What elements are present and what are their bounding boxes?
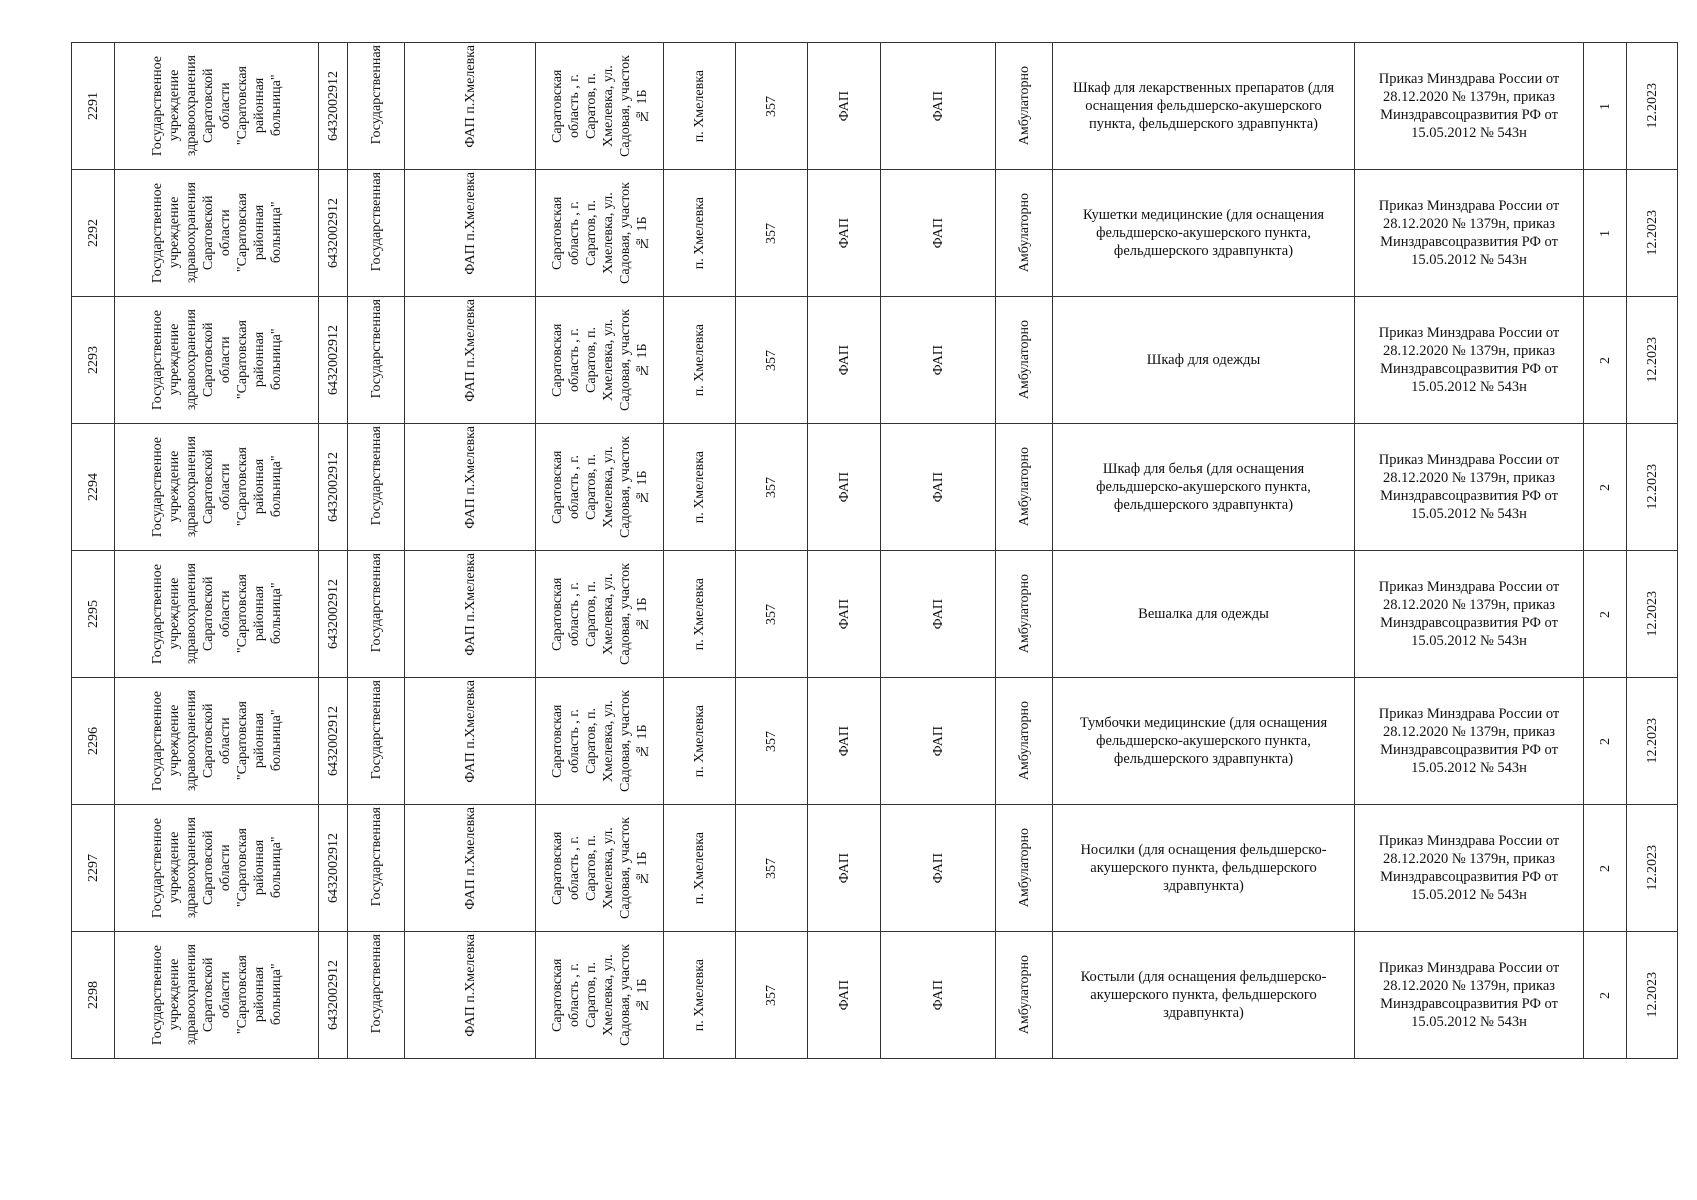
address-text: Саратовская область , г. Саратов, п. Хмелевка, ул. Садовая, участок № 1Б bbox=[549, 690, 650, 792]
unit-type-text: ФАП bbox=[930, 471, 946, 503]
row-number-text: 2293 bbox=[85, 346, 101, 374]
care-type-cell bbox=[996, 424, 1053, 551]
address-text: Саратовская область , г. Саратов, п. Хмелевка, ул. Садовая, участок № 1Б bbox=[549, 817, 650, 919]
population-text: 357 bbox=[764, 857, 779, 879]
inn-text: 6432002912 bbox=[325, 960, 341, 1030]
organization-text: Государственное учреждение здравоохранения Саратовской области "Саратовская районная больница" bbox=[149, 55, 284, 157]
equipment-name-cell bbox=[1053, 424, 1355, 551]
population-text: 357 bbox=[764, 349, 779, 371]
facility-cell bbox=[405, 678, 536, 805]
facility-type-text: ФАП bbox=[836, 344, 852, 376]
inn-text: 6432002912 bbox=[325, 325, 341, 395]
population-text: 357 bbox=[764, 95, 779, 117]
population-cell bbox=[736, 424, 808, 551]
locality-cell bbox=[664, 551, 736, 678]
regulation-text: Приказ Минздрава России от 28.12.2020 № 1379н, приказ Минздравсоцразвития РФ от 15.05.2012 № 543н bbox=[1378, 579, 1560, 649]
regulation-text: Приказ Минздрава России от 28.12.2020 № 1379н, приказ Минздравсоцразвития РФ от 15.05.2012 № 543н bbox=[1378, 833, 1560, 903]
population-text: 357 bbox=[764, 984, 779, 1006]
unit-type-cell bbox=[881, 678, 996, 805]
facility-type-text: ФАП bbox=[836, 852, 852, 884]
address-cell bbox=[536, 170, 664, 297]
care-type-cell bbox=[996, 297, 1053, 424]
unit-type-cell bbox=[881, 805, 996, 932]
facility-type-text: ФАП bbox=[836, 598, 852, 630]
address-cell bbox=[536, 551, 664, 678]
equipment-name-text: Тумбочки медицинские (для оснащения фельдшерско-акушерского пункта, фельдшерского здравпункта) bbox=[1079, 715, 1328, 767]
inn-cell bbox=[319, 932, 348, 1059]
unit-type-text: ФАП bbox=[930, 725, 946, 757]
row-number-cell bbox=[72, 805, 115, 932]
facility-cell bbox=[405, 932, 536, 1059]
facility-cell bbox=[405, 805, 536, 932]
ownership-form-cell bbox=[348, 551, 405, 678]
regulation-text: Приказ Минздрава России от 28.12.2020 № 1379н, приказ Минздравсоцразвития РФ от 15.05.2012 № 543н bbox=[1378, 706, 1560, 776]
address-text: Саратовская область , г. Саратов, п. Хмелевка, ул. Садовая, участок № 1Б bbox=[549, 563, 650, 665]
organization-text: Государственное учреждение здравоохранения Саратовской области "Саратовская районная больница" bbox=[149, 817, 284, 919]
inn-cell bbox=[319, 43, 348, 170]
quantity-cell bbox=[1584, 805, 1627, 932]
quantity-text: 2 bbox=[1597, 864, 1613, 872]
row-number-cell bbox=[72, 170, 115, 297]
organization-text: Государственное учреждение здравоохранения Саратовской области "Саратовская районная больница" bbox=[149, 690, 284, 792]
regulation-text: Приказ Минздрава России от 28.12.2020 № 1379н, приказ Минздравсоцразвития РФ от 15.05.2012 № 543н bbox=[1378, 198, 1560, 268]
date-cell bbox=[1627, 678, 1678, 805]
locality-text: п. Хмелевка bbox=[692, 196, 707, 270]
quantity-text: 2 bbox=[1597, 356, 1613, 364]
population-cell bbox=[736, 678, 808, 805]
ownership-form-cell bbox=[348, 678, 405, 805]
equipment-name-cell bbox=[1053, 297, 1355, 424]
unit-type-cell bbox=[881, 932, 996, 1059]
regulation-cell bbox=[1355, 805, 1584, 932]
date-text: 12.2023 bbox=[1644, 83, 1660, 129]
care-type-cell bbox=[996, 678, 1053, 805]
equipment-name-text: Шкаф для одежды bbox=[1146, 352, 1261, 368]
care-type-cell bbox=[996, 932, 1053, 1059]
organization-cell bbox=[115, 678, 319, 805]
table-row bbox=[72, 932, 1678, 1059]
date-cell bbox=[1627, 43, 1678, 170]
row-number-text: 2298 bbox=[85, 981, 101, 1009]
date-cell bbox=[1627, 551, 1678, 678]
facility-type-text: ФАП bbox=[836, 217, 852, 249]
facility-type-cell bbox=[808, 297, 881, 424]
ownership-form-cell bbox=[348, 297, 405, 424]
facility-cell bbox=[405, 551, 536, 678]
inn-text: 6432002912 bbox=[325, 579, 341, 649]
address-cell bbox=[536, 805, 664, 932]
inn-cell bbox=[319, 424, 348, 551]
equipment-name-cell bbox=[1053, 932, 1355, 1059]
equipment-name-text: Шкаф для лекарственных препаратов (для оснащения фельдшерско-акушерского пункта, фельдшерского здравпункта) bbox=[1072, 80, 1335, 132]
inn-cell bbox=[319, 678, 348, 805]
population-text: 357 bbox=[764, 222, 779, 244]
inn-cell bbox=[319, 805, 348, 932]
facility-type-cell bbox=[808, 678, 881, 805]
ownership-form-text: Государственная bbox=[368, 807, 384, 907]
quantity-cell bbox=[1584, 43, 1627, 170]
facility-type-cell bbox=[808, 424, 881, 551]
unit-type-text: ФАП bbox=[930, 852, 946, 884]
address-cell bbox=[536, 297, 664, 424]
equipment-name-text: Носилки (для оснащения фельдшерско-акушерского пункта, фельдшерского здравпункта) bbox=[1080, 842, 1327, 894]
inn-cell bbox=[319, 170, 348, 297]
address-cell bbox=[536, 43, 664, 170]
locality-text: п. Хмелевка bbox=[692, 958, 707, 1032]
unit-type-text: ФАП bbox=[930, 217, 946, 249]
organization-cell bbox=[115, 932, 319, 1059]
care-type-cell bbox=[996, 805, 1053, 932]
ownership-form-cell bbox=[348, 170, 405, 297]
equipment-name-text: Вешалка для одежды bbox=[1138, 606, 1269, 622]
facility-text: ФАП п.Хмелевка bbox=[462, 45, 478, 148]
ownership-form-text: Государственная bbox=[368, 426, 384, 526]
equipment-name-cell bbox=[1053, 805, 1355, 932]
row-number-cell bbox=[72, 551, 115, 678]
locality-text: п. Хмелевка bbox=[692, 69, 707, 143]
unit-type-text: ФАП bbox=[930, 90, 946, 122]
regulation-cell bbox=[1355, 170, 1584, 297]
row-number-cell bbox=[72, 932, 115, 1059]
ownership-form-text: Государственная bbox=[368, 553, 384, 653]
ownership-form-text: Государственная bbox=[368, 45, 384, 145]
address-text: Саратовская область , г. Саратов, п. Хмелевка, ул. Садовая, участок № 1Б bbox=[549, 436, 650, 538]
date-cell bbox=[1627, 170, 1678, 297]
date-cell bbox=[1627, 297, 1678, 424]
organization-cell bbox=[115, 424, 319, 551]
locality-text: п. Хмелевка bbox=[692, 704, 707, 778]
row-number-cell bbox=[72, 297, 115, 424]
row-number-text: 2295 bbox=[85, 600, 101, 628]
equipment-name-cell bbox=[1053, 170, 1355, 297]
date-text: 12.2023 bbox=[1644, 718, 1660, 764]
quantity-text: 2 bbox=[1597, 991, 1613, 999]
facility-text: ФАП п.Хмелевка bbox=[462, 426, 478, 529]
date-text: 12.2023 bbox=[1644, 337, 1660, 383]
ownership-form-cell bbox=[348, 424, 405, 551]
regulation-text: Приказ Минздрава России от 28.12.2020 № 1379н, приказ Минздравсоцразвития РФ от 15.05.2012 № 543н bbox=[1378, 452, 1560, 522]
locality-cell bbox=[664, 678, 736, 805]
row-number-cell bbox=[72, 43, 115, 170]
inn-text: 6432002912 bbox=[325, 452, 341, 522]
locality-cell bbox=[664, 170, 736, 297]
address-text: Саратовская область , г. Саратов, п. Хмелевка, ул. Садовая, участок № 1Б bbox=[549, 182, 650, 284]
care-type-text: Амбулаторно bbox=[1016, 701, 1032, 781]
organization-text: Государственное учреждение здравоохранения Саратовской области "Саратовская районная больница" bbox=[149, 436, 284, 538]
organization-text: Государственное учреждение здравоохранения Саратовской области "Саратовская районная больница" bbox=[149, 182, 284, 284]
table-row bbox=[72, 43, 1678, 170]
date-text: 12.2023 bbox=[1644, 464, 1660, 510]
inn-text: 6432002912 bbox=[325, 706, 341, 776]
equipment-name-cell bbox=[1053, 551, 1355, 678]
population-text: 357 bbox=[764, 730, 779, 752]
facility-type-text: ФАП bbox=[836, 90, 852, 122]
quantity-text: 2 bbox=[1597, 737, 1613, 745]
regulation-cell bbox=[1355, 424, 1584, 551]
care-type-text: Амбулаторно bbox=[1016, 828, 1032, 908]
ownership-form-cell bbox=[348, 932, 405, 1059]
unit-type-cell bbox=[881, 43, 996, 170]
care-type-text: Амбулаторно bbox=[1016, 447, 1032, 527]
table-row bbox=[72, 805, 1678, 932]
facility-cell bbox=[405, 43, 536, 170]
address-text: Саратовская область , г. Саратов, п. Хмелевка, ул. Садовая, участок № 1Б bbox=[549, 944, 650, 1046]
facility-cell bbox=[405, 170, 536, 297]
unit-type-text: ФАП bbox=[930, 979, 946, 1011]
ownership-form-cell bbox=[348, 805, 405, 932]
unit-type-text: ФАП bbox=[930, 598, 946, 630]
care-type-cell bbox=[996, 170, 1053, 297]
regulation-text: Приказ Минздрава России от 28.12.2020 № 1379н, приказ Минздравсоцразвития РФ от 15.05.2012 № 543н bbox=[1378, 325, 1560, 395]
table-row bbox=[72, 551, 1678, 678]
locality-text: п. Хмелевка bbox=[692, 831, 707, 905]
row-number-text: 2292 bbox=[85, 219, 101, 247]
organization-cell bbox=[115, 551, 319, 678]
quantity-cell bbox=[1584, 297, 1627, 424]
equipment-name-text: Костыли (для оснащения фельдшерско-акушерского пункта, фельдшерского здравпункта) bbox=[1080, 969, 1327, 1021]
equipment-name-cell bbox=[1053, 43, 1355, 170]
quantity-text: 1 bbox=[1597, 229, 1613, 237]
inn-text: 6432002912 bbox=[325, 71, 341, 141]
equipment-name-cell bbox=[1053, 678, 1355, 805]
quantity-cell bbox=[1584, 424, 1627, 551]
table-row bbox=[72, 170, 1678, 297]
facility-text: ФАП п.Хмелевка bbox=[462, 553, 478, 656]
regulation-cell bbox=[1355, 932, 1584, 1059]
locality-cell bbox=[664, 43, 736, 170]
regulation-cell bbox=[1355, 551, 1584, 678]
care-type-text: Амбулаторно bbox=[1016, 955, 1032, 1035]
ownership-form-text: Государственная bbox=[368, 172, 384, 272]
date-text: 12.2023 bbox=[1644, 972, 1660, 1018]
equipment-table bbox=[71, 42, 1678, 1059]
organization-cell bbox=[115, 170, 319, 297]
unit-type-cell bbox=[881, 551, 996, 678]
table-body bbox=[72, 43, 1678, 1059]
inn-cell bbox=[319, 551, 348, 678]
population-cell bbox=[736, 43, 808, 170]
ownership-form-text: Государственная bbox=[368, 934, 384, 1034]
inn-text: 6432002912 bbox=[325, 198, 341, 268]
care-type-text: Амбулаторно bbox=[1016, 320, 1032, 400]
regulation-cell bbox=[1355, 43, 1584, 170]
quantity-text: 2 bbox=[1597, 483, 1613, 491]
facility-type-cell bbox=[808, 170, 881, 297]
facility-cell bbox=[405, 297, 536, 424]
care-type-text: Амбулаторно bbox=[1016, 193, 1032, 273]
organization-cell bbox=[115, 43, 319, 170]
ownership-form-text: Государственная bbox=[368, 299, 384, 399]
organization-cell bbox=[115, 805, 319, 932]
address-cell bbox=[536, 932, 664, 1059]
organization-text: Государственное учреждение здравоохранения Саратовской области "Саратовская районная больница" bbox=[149, 563, 284, 665]
locality-cell bbox=[664, 297, 736, 424]
care-type-cell bbox=[996, 551, 1053, 678]
table-row bbox=[72, 678, 1678, 805]
row-number-cell bbox=[72, 424, 115, 551]
regulation-text: Приказ Минздрава России от 28.12.2020 № 1379н, приказ Минздравсоцразвития РФ от 15.05.2012 № 543н bbox=[1378, 71, 1560, 141]
locality-cell bbox=[664, 424, 736, 551]
regulation-cell bbox=[1355, 297, 1584, 424]
unit-type-text: ФАП bbox=[930, 344, 946, 376]
population-cell bbox=[736, 551, 808, 678]
equipment-name-text: Шкаф для белья (для оснащения фельдшерско-акушерского пункта, фельдшерского здравпункта) bbox=[1096, 461, 1311, 513]
organization-text: Государственное учреждение здравоохранения Саратовской области "Саратовская районная больница" bbox=[149, 944, 284, 1046]
quantity-cell bbox=[1584, 551, 1627, 678]
population-cell bbox=[736, 805, 808, 932]
quantity-text: 2 bbox=[1597, 610, 1613, 618]
regulation-cell bbox=[1355, 678, 1584, 805]
locality-cell bbox=[664, 932, 736, 1059]
organization-text: Государственное учреждение здравоохранения Саратовской области "Саратовская районная больница" bbox=[149, 309, 284, 411]
locality-text: п. Хмелевка bbox=[692, 450, 707, 524]
table-row bbox=[72, 424, 1678, 551]
unit-type-cell bbox=[881, 297, 996, 424]
quantity-text: 1 bbox=[1597, 102, 1613, 110]
population-text: 357 bbox=[764, 603, 779, 625]
facility-type-cell bbox=[808, 805, 881, 932]
date-cell bbox=[1627, 424, 1678, 551]
population-text: 357 bbox=[764, 476, 779, 498]
address-cell bbox=[536, 424, 664, 551]
row-number-text: 2291 bbox=[85, 92, 101, 120]
locality-cell bbox=[664, 805, 736, 932]
inn-text: 6432002912 bbox=[325, 833, 341, 903]
locality-text: п. Хмелевка bbox=[692, 577, 707, 651]
population-cell bbox=[736, 170, 808, 297]
care-type-text: Амбулаторно bbox=[1016, 66, 1032, 146]
facility-type-cell bbox=[808, 932, 881, 1059]
population-cell bbox=[736, 932, 808, 1059]
facility-type-cell bbox=[808, 43, 881, 170]
row-number-text: 2296 bbox=[85, 727, 101, 755]
date-cell bbox=[1627, 805, 1678, 932]
date-text: 12.2023 bbox=[1644, 845, 1660, 891]
organization-cell bbox=[115, 297, 319, 424]
row-number-text: 2297 bbox=[85, 854, 101, 882]
quantity-cell bbox=[1584, 170, 1627, 297]
date-text: 12.2023 bbox=[1644, 210, 1660, 256]
facility-type-text: ФАП bbox=[836, 725, 852, 757]
address-text: Саратовская область , г. Саратов, п. Хмелевка, ул. Садовая, участок № 1Б bbox=[549, 309, 650, 411]
facility-type-text: ФАП bbox=[836, 979, 852, 1011]
ownership-form-cell bbox=[348, 43, 405, 170]
date-cell bbox=[1627, 932, 1678, 1059]
equipment-name-text: Кушетки медицинские (для оснащения фельдшерско-акушерского пункта, фельдшерского здравпункта) bbox=[1082, 207, 1325, 259]
facility-text: ФАП п.Хмелевка bbox=[462, 934, 478, 1037]
facility-type-text: ФАП bbox=[836, 471, 852, 503]
regulation-text: Приказ Минздрава России от 28.12.2020 № 1379н, приказ Минздравсоцразвития РФ от 15.05.2012 № 543н bbox=[1378, 960, 1560, 1030]
facility-text: ФАП п.Хмелевка bbox=[462, 680, 478, 783]
row-number-text: 2294 bbox=[85, 473, 101, 501]
facility-cell bbox=[405, 424, 536, 551]
date-text: 12.2023 bbox=[1644, 591, 1660, 637]
row-number-cell bbox=[72, 678, 115, 805]
locality-text: п. Хмелевка bbox=[692, 323, 707, 397]
unit-type-cell bbox=[881, 170, 996, 297]
unit-type-cell bbox=[881, 424, 996, 551]
table-row bbox=[72, 297, 1678, 424]
ownership-form-text: Государственная bbox=[368, 680, 384, 780]
care-type-text: Амбулаторно bbox=[1016, 574, 1032, 654]
facility-text: ФАП п.Хмелевка bbox=[462, 807, 478, 910]
address-text: Саратовская область , г. Саратов, п. Хмелевка, ул. Садовая, участок № 1Б bbox=[549, 55, 650, 157]
care-type-cell bbox=[996, 43, 1053, 170]
facility-text: ФАП п.Хмелевка bbox=[462, 172, 478, 275]
population-cell bbox=[736, 297, 808, 424]
address-cell bbox=[536, 678, 664, 805]
quantity-cell bbox=[1584, 678, 1627, 805]
facility-type-cell bbox=[808, 551, 881, 678]
facility-text: ФАП п.Хмелевка bbox=[462, 299, 478, 402]
quantity-cell bbox=[1584, 932, 1627, 1059]
inn-cell bbox=[319, 297, 348, 424]
